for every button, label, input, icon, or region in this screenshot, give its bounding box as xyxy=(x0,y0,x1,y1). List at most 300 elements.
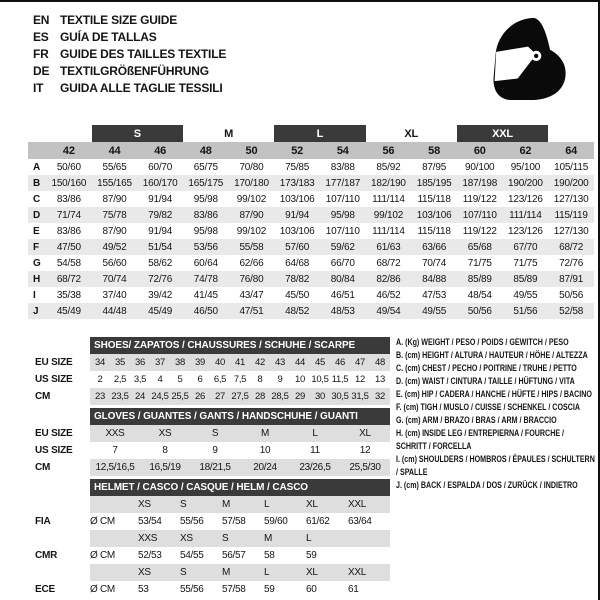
value-cell: 54/58 xyxy=(56,257,81,269)
measurement-row-b xyxy=(28,175,594,191)
value-cell: 45/50 xyxy=(285,289,310,301)
legend-item: J. (cm) BACK / ESPALDA / DOS / ZURÜCK / INDIETRO xyxy=(396,480,578,490)
value-cell: 24,5 xyxy=(151,391,169,402)
row-label: US SIZE xyxy=(35,374,73,385)
row-values xyxy=(90,354,390,371)
table-row xyxy=(28,547,390,564)
value-cell: 111/114 xyxy=(372,225,405,237)
value-cell xyxy=(348,547,390,564)
value-cell: 50/60 xyxy=(56,161,81,173)
value-cell: 119/122 xyxy=(462,225,497,237)
row-letter: H xyxy=(28,271,46,287)
value-cell: 72/76 xyxy=(137,271,183,287)
language-row xyxy=(33,46,226,63)
row-label: ECE xyxy=(35,584,55,595)
value-cell: 18/21,5 xyxy=(199,462,231,473)
value-cell: 54/55 xyxy=(180,550,204,561)
value-cell: 27 xyxy=(215,391,225,402)
value-cell: 90/100 xyxy=(465,161,495,173)
measurement-row-c xyxy=(28,191,594,207)
size-cell: 60 xyxy=(457,142,503,159)
value-cell: 95/100 xyxy=(510,161,541,173)
value-cell: 84/88 xyxy=(411,271,457,287)
value-cell: 8 xyxy=(257,374,263,385)
value-cell: 63/64 xyxy=(348,516,372,527)
row-values xyxy=(90,581,390,598)
legend-item: F. (cm) TIGH / MUSLO / CUISSE / SCHENKEL / COSCIA xyxy=(396,402,580,412)
legend-item: C. (cm) CHEST / PECHO / POITRINE / TRUHE / PETTO xyxy=(396,363,577,373)
value-cell: M xyxy=(222,499,231,510)
value-cell: 107/110 xyxy=(325,193,360,205)
table-row xyxy=(28,564,390,581)
row-label xyxy=(28,408,90,425)
value-cell: XS xyxy=(158,428,172,439)
value-cell: 87/95 xyxy=(422,161,447,173)
value-cell: 48/54 xyxy=(467,289,492,301)
value-cell: 56/57 xyxy=(222,550,246,561)
value-cell: S xyxy=(222,533,229,544)
value-cell: 53 xyxy=(138,584,149,595)
value-cell: Ø CM xyxy=(90,584,115,595)
value-cell: 55/58 xyxy=(229,239,275,255)
legend-item: I. (cm) SHOULDERS / HOMBROS / ÉPAULES / SCHULTERN / SPALLE xyxy=(396,454,595,477)
value-cell: 20/24 xyxy=(253,462,277,473)
value-cell: 9 xyxy=(212,445,218,456)
size-group-l: L xyxy=(274,125,365,142)
value-cell: XS xyxy=(138,567,151,578)
value-cell xyxy=(90,564,138,581)
value-cell: 11 xyxy=(310,445,320,456)
value-cell: 111/114 xyxy=(372,193,405,205)
row-values xyxy=(90,425,390,442)
value-cell: 44/48 xyxy=(92,303,138,319)
value-cell: 3,5 xyxy=(133,374,147,385)
value-cell: 170/180 xyxy=(229,175,275,191)
value-cell: 95/98 xyxy=(193,193,218,205)
value-cell: 42 xyxy=(255,357,265,368)
value-cell: 85/92 xyxy=(376,161,401,173)
value-cell: 45 xyxy=(315,357,325,368)
value-cell: 103/106 xyxy=(279,225,315,237)
value-cell: 36 xyxy=(135,357,145,368)
value-cell: 23,5 xyxy=(111,391,129,402)
row-label: CM xyxy=(35,462,51,473)
value-cell xyxy=(348,530,390,547)
corner-cell xyxy=(28,125,46,142)
value-cell: 119/122 xyxy=(462,193,497,205)
value-cell: 50/56 xyxy=(559,289,584,301)
value-cell: 83/86 xyxy=(56,193,81,205)
row-values xyxy=(90,530,390,547)
row-label xyxy=(28,337,90,354)
value-cell: 83/86 xyxy=(183,207,229,223)
value-cell: 61/63 xyxy=(366,239,412,255)
value-cell: 10 xyxy=(259,445,271,456)
table-header-row xyxy=(28,337,390,354)
table-header-row xyxy=(28,479,390,496)
value-cell: 68/72 xyxy=(548,239,594,255)
table-row xyxy=(28,581,390,598)
row-label xyxy=(28,564,90,581)
row-letter: B xyxy=(28,175,46,191)
value-cell: 59 xyxy=(306,550,317,561)
table-header-row xyxy=(28,408,390,425)
size-group-xxl: XXL xyxy=(457,125,548,142)
size-cell: 42 xyxy=(46,142,92,159)
value-cell: Ø CM xyxy=(90,550,115,561)
value-cell: 39/42 xyxy=(148,289,173,301)
row-label: EU SIZE xyxy=(35,428,73,439)
value-cell: 10 xyxy=(295,374,305,385)
value-cell: 25,5/30 xyxy=(349,462,381,473)
row-letter: I xyxy=(33,289,36,301)
shoes-table xyxy=(28,337,390,405)
size-group-s: S xyxy=(92,125,183,142)
value-cell: 185/195 xyxy=(411,175,457,191)
table-row xyxy=(28,459,390,476)
table-row xyxy=(28,371,390,388)
value-cell: 99/102 xyxy=(366,207,412,223)
value-cell: S xyxy=(180,567,187,578)
row-values xyxy=(90,388,390,405)
value-cell: 99/102 xyxy=(236,225,267,237)
value-cell: 160/170 xyxy=(137,175,183,191)
value-cell: 16,5/19 xyxy=(149,462,181,473)
language-code: ES xyxy=(33,30,49,44)
value-cell: 58/62 xyxy=(148,257,173,269)
row-label: CM xyxy=(35,391,51,402)
value-cell: 59 xyxy=(264,584,275,595)
row-letter: F xyxy=(28,239,46,255)
value-cell: 31,5 xyxy=(351,391,369,402)
row-label xyxy=(28,479,90,496)
value-cell: 60 xyxy=(306,584,317,595)
value-cell: 6,5 xyxy=(213,374,227,385)
value-cell: 99/102 xyxy=(236,193,267,205)
language-row xyxy=(33,80,226,97)
size-cell: 46 xyxy=(137,142,183,159)
value-cell: 7,5 xyxy=(233,374,247,385)
value-cell: Ø CM xyxy=(90,516,115,527)
size-group-row xyxy=(28,125,594,142)
language-code: EN xyxy=(33,13,50,27)
value-cell: L xyxy=(312,428,318,439)
row-values xyxy=(90,564,390,581)
value-cell: 95/98 xyxy=(320,207,366,223)
value-cell: 72/76 xyxy=(559,257,584,269)
language-header xyxy=(33,12,226,97)
value-cell: 23/26,5 xyxy=(299,462,331,473)
language-title: GUIDA ALLE TAGLIE TESSILI xyxy=(60,81,223,95)
value-cell: 173/183 xyxy=(274,175,320,191)
legend-item: G. (cm) ARM / BRAZO / BRAS / ARM / BRACCIO xyxy=(396,415,557,425)
language-row xyxy=(33,12,226,29)
value-cell: 85/89 xyxy=(457,271,503,287)
language-title: TEXTILGRÖßENFÜHRUNG xyxy=(60,64,209,78)
value-cell: 70/74 xyxy=(422,257,447,269)
measurement-row-a xyxy=(28,159,594,175)
language-code: DE xyxy=(33,64,50,78)
value-cell: 13 xyxy=(375,374,385,385)
value-cell: 51/56 xyxy=(503,303,549,319)
value-cell: 38 xyxy=(175,357,185,368)
value-cell: 78/82 xyxy=(274,271,320,287)
value-cell: 62/66 xyxy=(239,257,264,269)
value-cell: 190/200 xyxy=(503,175,549,191)
value-cell: 66/70 xyxy=(330,257,355,269)
size-group-empty xyxy=(46,125,92,142)
value-cell: 41 xyxy=(235,357,245,368)
value-cell: 71/74 xyxy=(46,207,92,223)
value-cell: 32 xyxy=(375,391,385,402)
numeric-sizes-row xyxy=(28,142,594,159)
measurement-row-e xyxy=(28,223,594,239)
size-cell: 54 xyxy=(320,142,366,159)
value-cell: 10,5 xyxy=(311,374,329,385)
value-cell: 35/38 xyxy=(56,289,81,301)
value-cell: 68/72 xyxy=(376,257,401,269)
row-values xyxy=(90,371,390,388)
row-label: FIA xyxy=(35,516,51,527)
value-cell: 115/118 xyxy=(417,225,451,237)
value-cell: 12,5/16,5 xyxy=(95,462,135,473)
legend-item: H. (cm) INSIDE LEG / ENTREPIERNA / FOURCHE / SCHRITT / FORCELLA xyxy=(396,428,565,451)
value-cell: 47/53 xyxy=(422,289,447,301)
row-letter: D xyxy=(28,207,46,223)
value-cell: 46/52 xyxy=(376,289,401,301)
value-cell: 8 xyxy=(162,445,168,456)
row-letter: C xyxy=(33,193,41,205)
value-cell: 95/98 xyxy=(193,225,218,237)
value-cell: 49/52 xyxy=(92,239,138,255)
shoes-title: SHOES/ ZAPATOS / CHAUSSURES / SCHUHE / SCARPE xyxy=(90,337,390,354)
value-cell: 45/49 xyxy=(46,303,92,319)
value-cell: 56/60 xyxy=(102,257,127,269)
value-cell: 103/106 xyxy=(411,207,457,223)
value-cell: 190/200 xyxy=(548,175,594,191)
value-cell: 91/94 xyxy=(148,193,173,205)
language-code: IT xyxy=(33,81,44,95)
row-letter: G xyxy=(33,257,41,269)
row-values xyxy=(90,459,390,476)
value-cell: XS xyxy=(180,533,193,544)
table-row xyxy=(28,496,390,513)
value-cell: 40 xyxy=(215,357,225,368)
row-label xyxy=(28,530,90,547)
helmet-icon xyxy=(490,15,568,108)
measurement-row-i xyxy=(28,287,594,303)
row-values xyxy=(90,442,390,459)
value-cell: 30,5 xyxy=(331,391,349,402)
value-cell: 23 xyxy=(95,391,105,402)
table-row xyxy=(28,425,390,442)
value-cell xyxy=(90,496,138,513)
value-cell: 47/51 xyxy=(229,303,275,319)
value-cell: 91/94 xyxy=(274,207,320,223)
row-values xyxy=(90,513,390,530)
value-cell: 103/106 xyxy=(279,193,315,205)
value-cell: 87/91 xyxy=(548,271,594,287)
value-cell: 59/62 xyxy=(320,239,366,255)
value-cell: 63/66 xyxy=(411,239,457,255)
size-cell: 62 xyxy=(503,142,549,159)
value-cell: S xyxy=(180,499,187,510)
value-cell: 28,5 xyxy=(271,391,289,402)
value-cell: 39 xyxy=(195,357,205,368)
size-cell: 50 xyxy=(229,142,275,159)
value-cell: 35 xyxy=(115,357,125,368)
value-cell: 7 xyxy=(112,445,118,456)
value-cell: XXL xyxy=(348,499,367,510)
value-cell: 43 xyxy=(275,357,285,368)
value-cell: 65/68 xyxy=(457,239,503,255)
value-cell: XS xyxy=(138,499,151,510)
value-cell: M xyxy=(260,428,270,439)
row-values xyxy=(90,547,390,564)
size-cell: 56 xyxy=(366,142,412,159)
value-cell: 165/175 xyxy=(183,175,229,191)
gloves-table xyxy=(28,408,390,476)
legend-item: A. (Kg) WEIGHT / PESO / POIDS / GEWITCH / PESO xyxy=(396,337,569,347)
value-cell xyxy=(90,530,138,547)
row-label: US SIZE xyxy=(35,445,73,456)
value-cell: 71/75 xyxy=(467,257,492,269)
value-cell: 55/56 xyxy=(180,516,204,527)
row-letter: E xyxy=(33,225,40,237)
language-title: GUIDE DES TAILLES TEXTILE xyxy=(60,47,227,61)
value-cell: 57/60 xyxy=(274,239,320,255)
value-cell: S xyxy=(211,428,219,439)
value-cell: 25,5 xyxy=(171,391,189,402)
value-cell: 115/118 xyxy=(417,193,451,205)
table-row xyxy=(28,354,390,371)
value-cell: 105/115 xyxy=(554,161,589,173)
language-title: TEXTILE SIZE GUIDE xyxy=(60,13,178,27)
size-cell: 52 xyxy=(274,142,320,159)
value-cell: 9 xyxy=(277,374,283,385)
value-cell: 43/47 xyxy=(239,289,264,301)
language-code: FR xyxy=(33,47,49,61)
gloves-title: GLOVES / GUANTES / GANTS / HANDSCHUHE / GUANTI xyxy=(90,408,390,425)
value-cell: 12 xyxy=(359,445,371,456)
measurement-row-g xyxy=(28,255,594,271)
value-cell: 47 xyxy=(355,357,365,368)
value-cell: 49/54 xyxy=(366,303,412,319)
size-group-m: M xyxy=(224,127,234,140)
corner-cell xyxy=(28,142,46,159)
value-cell: 52/58 xyxy=(548,303,594,319)
value-cell: 37 xyxy=(155,357,165,368)
value-cell: 57/58 xyxy=(222,584,246,595)
value-cell: 87/90 xyxy=(229,207,275,223)
value-cell: 2,5 xyxy=(113,374,127,385)
size-cell: 44 xyxy=(92,142,138,159)
legend-item: E. (cm) HIP / CADERA / HANCHE / HÜFTE / HIPS / BACINO xyxy=(396,389,592,399)
value-cell: 111/114 xyxy=(503,207,549,223)
value-cell: 57/58 xyxy=(222,516,246,527)
value-cell: 76/80 xyxy=(229,271,275,287)
value-cell: 29 xyxy=(295,391,305,402)
size-cell: 48 xyxy=(183,142,229,159)
value-cell: 48/53 xyxy=(320,303,366,319)
value-cell: 24 xyxy=(135,391,145,402)
value-cell: 70/80 xyxy=(239,161,264,173)
value-cell: L xyxy=(264,567,270,578)
value-cell: 127/130 xyxy=(553,193,589,205)
value-cell: 65/75 xyxy=(193,161,218,173)
value-cell: 61/62 xyxy=(306,516,330,527)
measurement-row-j xyxy=(28,303,594,319)
value-cell: 27,5 xyxy=(231,391,249,402)
size-cell: 58 xyxy=(411,142,457,159)
legend-item: D. (cm) WAIST / CINTURA / TAILLE / HÜFTUNG / VITA xyxy=(396,376,575,386)
table-row xyxy=(28,388,390,405)
row-label: CMR xyxy=(35,550,58,561)
value-cell: 83/88 xyxy=(330,161,355,173)
value-cell: XXL xyxy=(348,567,367,578)
value-cell: 177/187 xyxy=(320,175,366,191)
value-cell: 74/78 xyxy=(183,271,229,287)
value-cell: 82/86 xyxy=(366,271,412,287)
value-cell: XXS xyxy=(138,533,158,544)
measurement-row-f xyxy=(28,239,594,255)
value-cell: 123/126 xyxy=(508,225,543,237)
value-cell: 34 xyxy=(95,357,105,368)
value-cell: 155/165 xyxy=(92,175,138,191)
value-cell: 64/68 xyxy=(285,257,310,269)
value-cell: 67/70 xyxy=(503,239,549,255)
value-cell: 187/198 xyxy=(457,175,503,191)
value-cell: 91/94 xyxy=(148,225,173,237)
value-cell: 83/86 xyxy=(56,225,81,237)
value-cell: M xyxy=(222,567,231,578)
value-cell: 49/55 xyxy=(513,289,538,301)
value-cell: 5 xyxy=(177,374,183,385)
table-row xyxy=(28,513,390,530)
table-row xyxy=(28,530,390,547)
value-cell: 182/190 xyxy=(366,175,412,191)
language-row xyxy=(33,29,226,46)
table-row xyxy=(28,442,390,459)
language-row xyxy=(33,63,226,80)
value-cell: XL xyxy=(306,499,318,510)
value-cell: 46 xyxy=(335,357,345,368)
value-cell: 50/56 xyxy=(457,303,503,319)
row-label xyxy=(28,496,90,513)
value-cell: 123/126 xyxy=(508,193,543,205)
value-cell: 75/78 xyxy=(92,207,138,223)
value-cell: XL xyxy=(359,428,371,439)
row-values xyxy=(90,496,390,513)
legend-item: B. (cm) HEIGHT / ALTURA / HAUTEUR / HÖHE / ALTEZZA xyxy=(396,350,588,360)
value-cell: 115/119 xyxy=(548,207,594,223)
size-cell: 64 xyxy=(548,142,594,159)
value-cell: 28 xyxy=(255,391,265,402)
value-cell: 46/50 xyxy=(183,303,229,319)
value-cell: 53/56 xyxy=(183,239,229,255)
value-cell: 52/53 xyxy=(138,550,162,561)
value-cell: 70/74 xyxy=(92,271,138,287)
value-cell: 107/110 xyxy=(325,225,360,237)
value-cell: 37/40 xyxy=(102,289,127,301)
value-cell: 53/54 xyxy=(138,516,162,527)
value-cell: 48 xyxy=(375,357,385,368)
size-group-empty xyxy=(548,125,594,142)
value-cell: 68/72 xyxy=(46,271,92,287)
value-cell: 59/60 xyxy=(264,516,288,527)
helmet-title: HELMET / CASCO / CASQUE / HELM / CASCO xyxy=(90,479,390,496)
value-cell: 85/89 xyxy=(503,271,549,287)
